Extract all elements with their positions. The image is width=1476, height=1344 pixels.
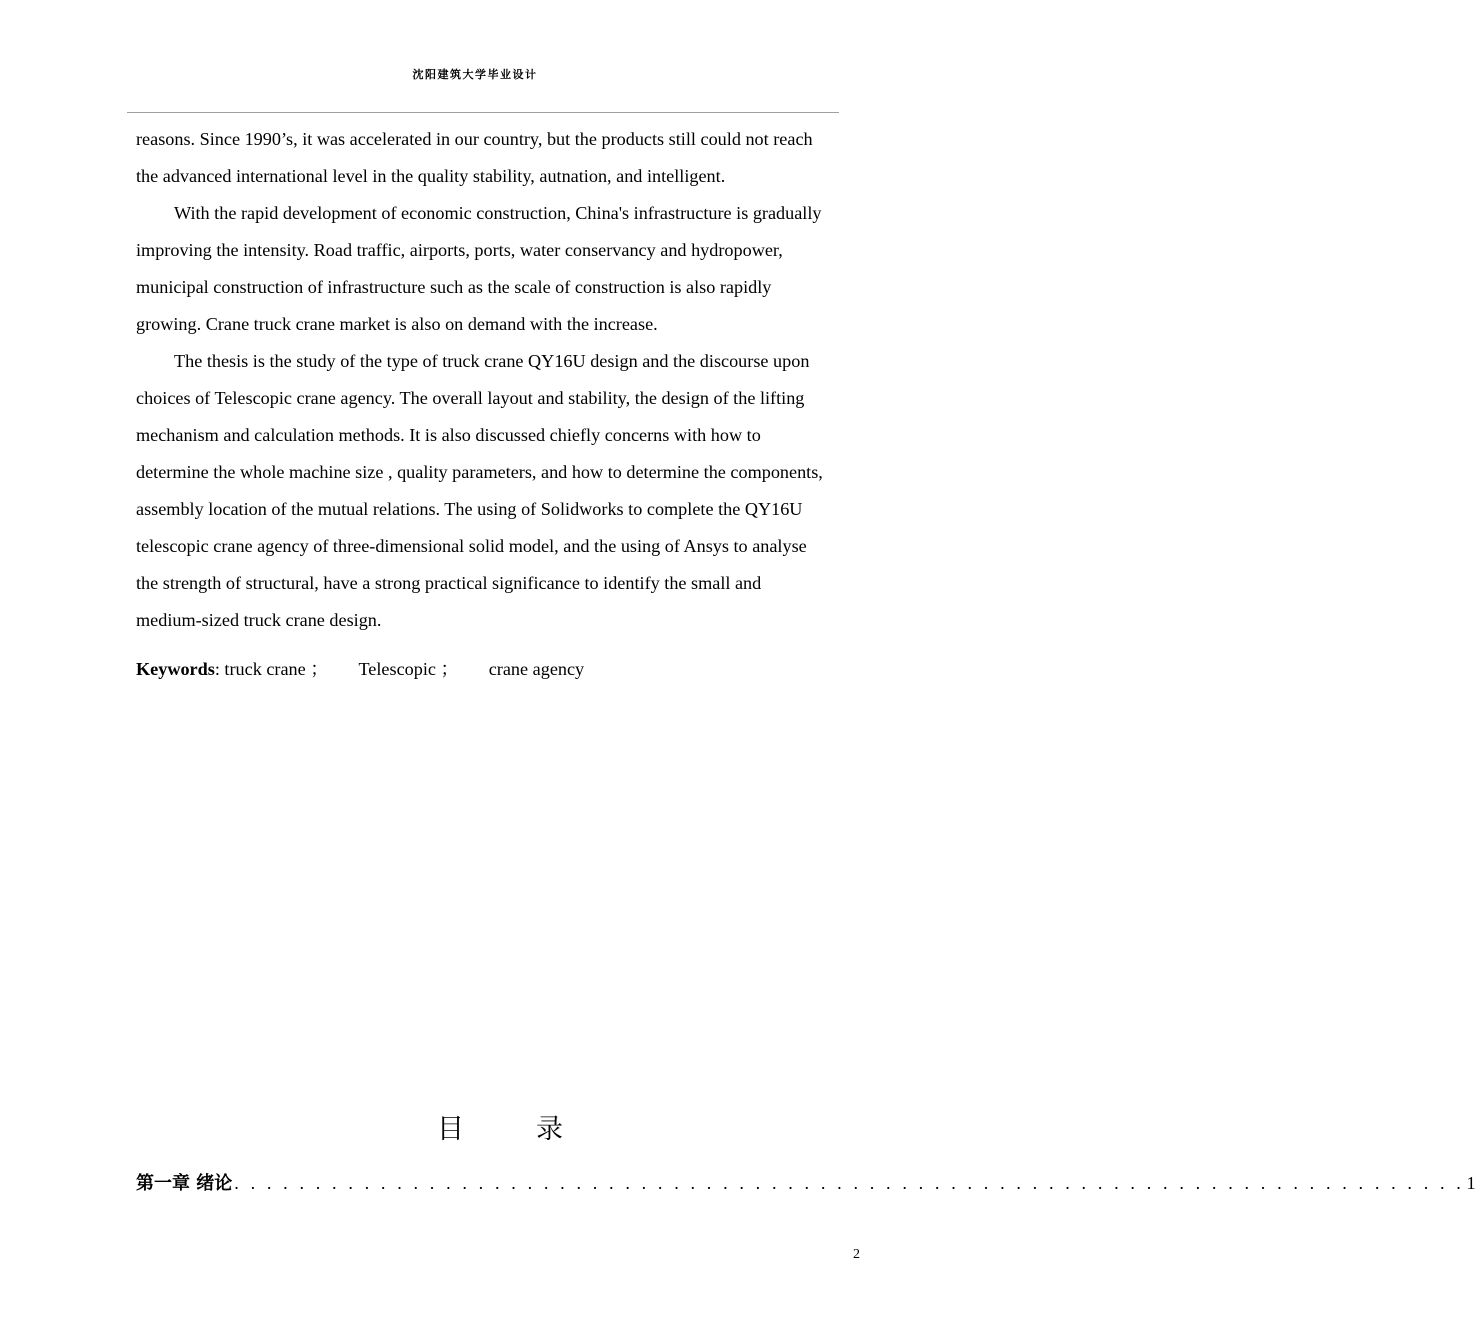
toc-entry-chapter-1[interactable] (136, 1168, 1476, 1199)
abstract-paragraph-2 (136, 195, 862, 343)
abstract-body (136, 121, 862, 639)
toc-title-char: 目 (437, 1114, 464, 1145)
keyword-item: truck crane (224, 659, 306, 679)
text-line: improving the intensity. Road traffic, airports, ports, water conservancy and hydropower, (136, 240, 783, 260)
text-line: telescopic crane agency of three-dimensional solid model, and the using of Ansys to analyse (136, 536, 807, 556)
text-line: municipal construction of infrastructure such as the scale of construction is also rapidly (136, 277, 772, 297)
text-line: The thesis is the study of the type of truck crane QY16U design and the discourse upon (174, 351, 810, 371)
keyword-item: Telescopic (358, 659, 436, 679)
toc-entry-page: 1 (1466, 1173, 1476, 1193)
page-number: 2 (853, 1247, 860, 1262)
text-line: reasons. Since 1990’s, it was accelerated in our country, but the products still could not reach (136, 129, 813, 149)
text-line: assembly location of the mutual relations. The using of Solidworks to complete the QY16U (136, 499, 803, 519)
keywords-line (136, 654, 584, 684)
text-line: choices of Telescopic crane agency. The overall layout and stability, the design of the lifting (136, 388, 805, 408)
abstract-paragraph-1 (136, 121, 862, 195)
text-line: With the rapid development of economic construction, China's infrastructure is gradually (174, 203, 822, 223)
text-line: determine the whole machine size , quality parameters, and how to determine the components, (136, 462, 823, 482)
page-header: 沈阳建筑大学毕业设计 (412, 68, 538, 81)
header-divider (127, 112, 839, 113)
toc-title-char: 录 (536, 1114, 563, 1145)
abstract-paragraph-3 (136, 343, 862, 639)
keyword-separator: ； (310, 659, 329, 679)
toc-title (0, 1108, 1000, 1152)
keyword-item: crane agency (488, 659, 585, 679)
keywords-label: Keywords (136, 659, 215, 679)
text-line: the advanced international level in the quality stability, autnation, and intelligent. (136, 166, 726, 186)
keywords-colon: : (214, 659, 220, 679)
text-line: medium-sized truck crane design. (136, 610, 382, 630)
toc-entry-label: 第一章 绪论 (136, 1173, 233, 1194)
toc-leader-dots: . . . . . . . . . . . . . . . . . . . . . . . . . . . . . . . . . . . . . . . . . . . . . . . . . . . . . . . . . . . . . . . . . . . . . . . . . . . . (234, 1173, 1465, 1193)
text-line: the strength of structural, have a strong practical significance to identify the small and (136, 573, 762, 593)
keyword-separator: ； (440, 659, 459, 679)
text-line: mechanism and calculation methods. It is also discussed chiefly concerns with how to (136, 425, 761, 445)
text-line: growing. Crane truck crane market is also on demand with the increase. (136, 314, 658, 334)
